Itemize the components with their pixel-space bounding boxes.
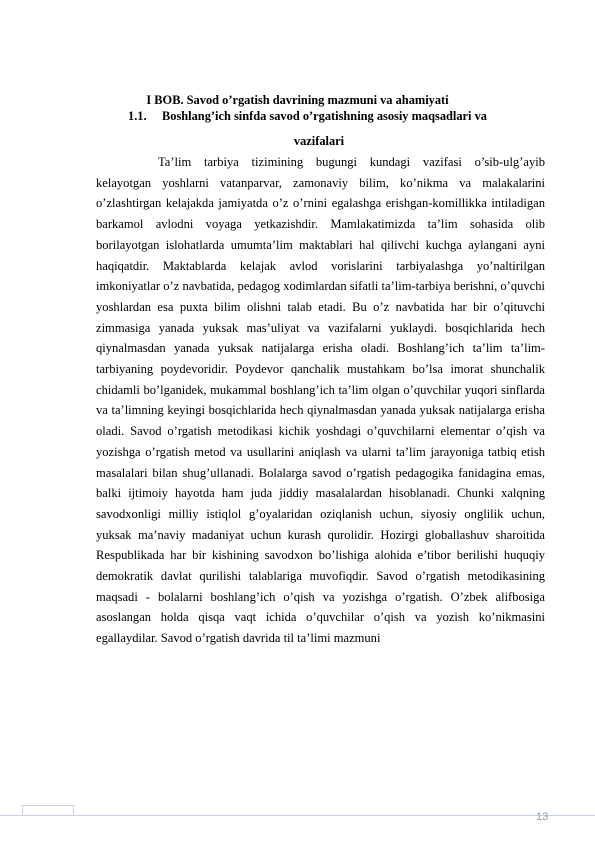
section-number: 1.1.	[128, 109, 147, 123]
section-title-line1: Boshlang’ich sinfda savod o’rgatishning asosiy maqsadlari va	[162, 109, 487, 123]
footer-rule	[0, 815, 595, 816]
body-paragraph: Ta’lim tarbiya tizimining bugungi kundagi vazifasi o’sib-ulg’ayib kelayotgan yoshlarni vatanparvar, zamonaviy bilim, ko’nikma va malakalarini o’zlashtirgan kelajakda jamiyatda o’z o’rnini egalashga erishgan-komillikka intiladigan barkamol avlodni voyaga yetkazishdir. Mamlakatimizda ta’lim sohasida olib borilayotgan islohatlarda umumta’lim maktablari hal qilivchi kuchga aylangani ayni haqiqatdir. Maktablarda kelajak avlod vorislarini tarbiyalashga yo’naltirilgan imkoniyatlar o’z navbatida, pedagog xodimlardan sifatli ta’lim-tarbiya berishni, o’quvchi yoshlardan esa puxta bilim olishni talab etadi. Bu o’z navbatida har bir o’qituvchi zimmasiga yanada yuksak mas’uliyat va vazifalarni yuklaydi. bosqichlarida hech qiynalmasdan yanada yuksak natijalarga erisha oladi. Boshlang’ich ta’lim ta’lim-tarbiyaning poydevoridir. Poydevor qanchalik mustahkam bo’lsa imorat shunchalik chidamli bo’lganidek, mukammal boshlang’ich ta’lim olgan o’quvchilar yuqori sinflarda va ta’limning keyingi bosqichlarida hech qiynalmasdan yanada yuksak natijalarga erisha oladi. Savod o’rgatish metodikasi kichik yoshdagi o’quvchilarni elementar o’qish va yozishga o’rgatish metod va usullarini aniqlash va ularni ta’lim jarayoniga tatbiq etish masalalari bilan shug’ullanadi. Bolalarga savod o’rgatish pedagogika fanidagina emas, balki ijtimoiy hayotda ham juda jiddiy masalalardan hisoblanadi. Chunki xalqning savodxonligi milliy istiqlol g’oyalaridan oziqlanish uchun, siyosiy onglilik uchun, yuksak ma’naviy madaniyat uchun kurash qurolidir. Hozirgi globallashuv sharoitida Respublikada har bir kishining savodxon bo’lishiga alohida e’tibor berilishi huquqiy demokratik davlat qurilishi talablariga muvofiqdir. Savod o’rgatish metodikasining maqsadi - bolalarni boshlang’ich o’qish va yozishga o’rgatish. O’zbek alifbosiga asoslangan holda qisqa vaqt ichida o’quvchilar o’qish va yozish ko’nikmasini egallaydilar. Savod o’rgatish davrida til ta’limi mazmuni	[96, 155, 545, 646]
page-number: 13	[536, 811, 549, 823]
section-title-line2: vazifalari	[293, 134, 345, 148]
chapter-title: I BOB. Savod o’rgatish davrining mazmuni va ahamiyati	[146, 93, 449, 107]
section-heading	[128, 108, 548, 149]
